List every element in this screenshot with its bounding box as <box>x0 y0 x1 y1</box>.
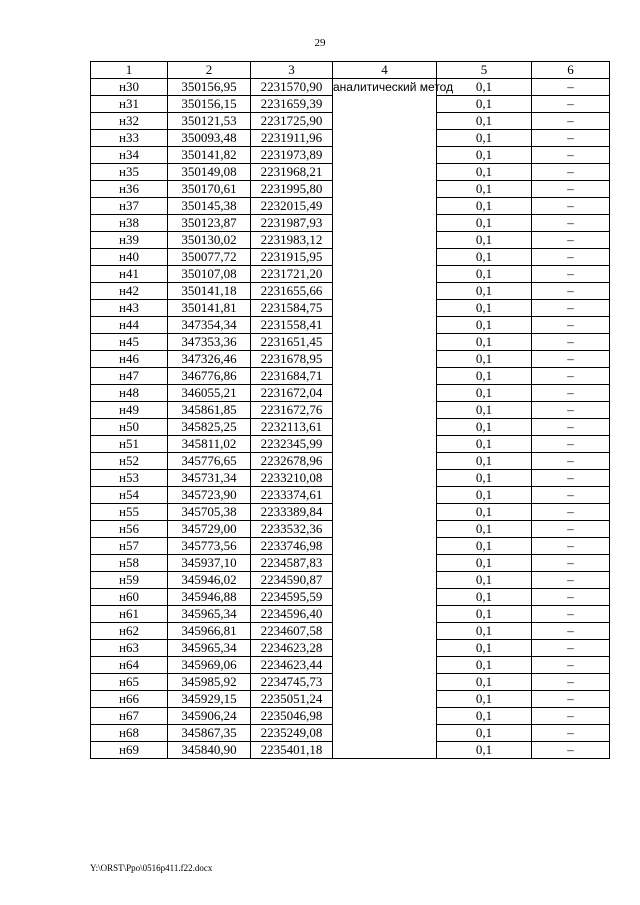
coordinate-x: 345965,34 <box>168 606 251 623</box>
col-6-value: – <box>532 79 610 96</box>
col-6-value: – <box>532 657 610 674</box>
coordinate-x: 345705,38 <box>168 504 251 521</box>
col-6-value: – <box>532 266 610 283</box>
coordinate-x: 345969,06 <box>168 657 251 674</box>
point-number: н58 <box>91 555 168 572</box>
coordinate-y: 2231968,21 <box>251 164 333 181</box>
coordinate-x: 345966,81 <box>168 623 251 640</box>
coordinate-y: 2233389,84 <box>251 504 333 521</box>
col-6-value: – <box>532 351 610 368</box>
point-number: н45 <box>91 334 168 351</box>
accuracy-value: 0,1 <box>437 674 532 691</box>
accuracy-value: 0,1 <box>437 79 532 96</box>
accuracy-value: 0,1 <box>437 249 532 266</box>
point-number: н60 <box>91 589 168 606</box>
coordinate-y: 2231911,96 <box>251 130 333 147</box>
col-6-value: – <box>532 317 610 334</box>
coordinate-y: 2234596,40 <box>251 606 333 623</box>
coordinate-x: 350130,02 <box>168 232 251 249</box>
accuracy-value: 0,1 <box>437 96 532 113</box>
accuracy-value: 0,1 <box>437 351 532 368</box>
header-col-3: 3 <box>251 62 333 79</box>
point-number: н62 <box>91 623 168 640</box>
coordinate-x: 345840,90 <box>168 742 251 759</box>
coordinate-y: 2232678,96 <box>251 453 333 470</box>
table-row <box>91 79 610 96</box>
accuracy-value: 0,1 <box>437 113 532 130</box>
accuracy-value: 0,1 <box>437 623 532 640</box>
coordinate-x: 345985,92 <box>168 674 251 691</box>
coordinate-y: 2235046,98 <box>251 708 333 725</box>
accuracy-value: 0,1 <box>437 266 532 283</box>
col-6-value: – <box>532 436 610 453</box>
col-6-value: – <box>532 368 610 385</box>
col-6-value: – <box>532 742 610 759</box>
accuracy-value: 0,1 <box>437 572 532 589</box>
coordinate-x: 350141,81 <box>168 300 251 317</box>
coordinate-y: 2234623,28 <box>251 640 333 657</box>
coordinate-y: 2231584,75 <box>251 300 333 317</box>
accuracy-value: 0,1 <box>437 708 532 725</box>
accuracy-value: 0,1 <box>437 130 532 147</box>
coordinate-y: 2231558,41 <box>251 317 333 334</box>
col-6-value: – <box>532 249 610 266</box>
accuracy-value: 0,1 <box>437 385 532 402</box>
point-number: н48 <box>91 385 168 402</box>
point-number: н36 <box>91 181 168 198</box>
col-6-value: – <box>532 470 610 487</box>
coordinate-y: 2231995,80 <box>251 181 333 198</box>
accuracy-value: 0,1 <box>437 147 532 164</box>
coordinate-y: 2232015,49 <box>251 198 333 215</box>
accuracy-value: 0,1 <box>437 657 532 674</box>
coordinate-x: 350156,15 <box>168 96 251 113</box>
point-number: н46 <box>91 351 168 368</box>
coordinate-x: 345825,25 <box>168 419 251 436</box>
coordinates-table <box>90 61 610 759</box>
point-number: н57 <box>91 538 168 555</box>
point-number: н69 <box>91 742 168 759</box>
col-6-value: – <box>532 198 610 215</box>
point-number: н52 <box>91 453 168 470</box>
page-number: 29 <box>314 37 326 49</box>
accuracy-value: 0,1 <box>437 317 532 334</box>
coordinate-y: 2234587,83 <box>251 555 333 572</box>
col-6-value: – <box>532 147 610 164</box>
col-6-value: – <box>532 334 610 351</box>
coordinate-y: 2231655,66 <box>251 283 333 300</box>
point-number: н40 <box>91 249 168 266</box>
header-col-5: 5 <box>437 62 532 79</box>
point-number: н42 <box>91 283 168 300</box>
coordinate-x: 345723,90 <box>168 487 251 504</box>
coordinate-x: 350149,08 <box>168 164 251 181</box>
coordinate-x: 345773,56 <box>168 538 251 555</box>
table-header-row <box>91 62 610 79</box>
coordinate-y: 2231721,20 <box>251 266 333 283</box>
header-col-2: 2 <box>168 62 251 79</box>
coordinate-y: 2231987,93 <box>251 215 333 232</box>
accuracy-value: 0,1 <box>437 487 532 504</box>
coordinate-y: 2234595,59 <box>251 589 333 606</box>
coordinate-y: 2232113,61 <box>251 419 333 436</box>
coordinate-y: 2232345,99 <box>251 436 333 453</box>
col-6-value: – <box>532 96 610 113</box>
point-number: н61 <box>91 606 168 623</box>
coordinate-x: 347326,46 <box>168 351 251 368</box>
accuracy-value: 0,1 <box>437 742 532 759</box>
coordinate-x: 350141,82 <box>168 147 251 164</box>
accuracy-value: 0,1 <box>437 691 532 708</box>
coordinate-y: 2231973,89 <box>251 147 333 164</box>
coordinate-y: 2234590,87 <box>251 572 333 589</box>
coordinate-x: 347354,34 <box>168 317 251 334</box>
col-6-value: – <box>532 385 610 402</box>
coordinate-y: 2234745,73 <box>251 674 333 691</box>
point-number: н31 <box>91 96 168 113</box>
point-number: н35 <box>91 164 168 181</box>
col-6-value: – <box>532 623 610 640</box>
accuracy-value: 0,1 <box>437 606 532 623</box>
col-6-value: – <box>532 232 610 249</box>
accuracy-value: 0,1 <box>437 283 532 300</box>
point-number: н53 <box>91 470 168 487</box>
coordinate-x: 345729,00 <box>168 521 251 538</box>
accuracy-value: 0,1 <box>437 589 532 606</box>
point-number: н66 <box>91 691 168 708</box>
coordinate-x: 350170,61 <box>168 181 251 198</box>
coordinate-x: 350121,53 <box>168 113 251 130</box>
accuracy-value: 0,1 <box>437 504 532 521</box>
point-number: н59 <box>91 572 168 589</box>
coordinate-y: 2231659,39 <box>251 96 333 113</box>
coordinate-y: 2231915,95 <box>251 249 333 266</box>
point-number: н39 <box>91 232 168 249</box>
point-number: н44 <box>91 317 168 334</box>
accuracy-value: 0,1 <box>437 368 532 385</box>
coordinate-y: 2234607,58 <box>251 623 333 640</box>
coordinate-x: 350107,08 <box>168 266 251 283</box>
accuracy-value: 0,1 <box>437 181 532 198</box>
coordinate-x: 350156,95 <box>168 79 251 96</box>
coordinate-y: 2234623,44 <box>251 657 333 674</box>
coordinate-x: 346776,86 <box>168 368 251 385</box>
coordinate-y: 2231651,45 <box>251 334 333 351</box>
point-number: н37 <box>91 198 168 215</box>
col-6-value: – <box>532 725 610 742</box>
point-number: н49 <box>91 402 168 419</box>
coordinate-x: 345929,15 <box>168 691 251 708</box>
col-6-value: – <box>532 538 610 555</box>
header-col-1: 1 <box>91 62 168 79</box>
coordinate-y: 2233532,36 <box>251 521 333 538</box>
point-number: н55 <box>91 504 168 521</box>
col-6-value: – <box>532 555 610 572</box>
col-6-value: – <box>532 215 610 232</box>
accuracy-value: 0,1 <box>437 640 532 657</box>
col-6-value: – <box>532 300 610 317</box>
coordinate-x: 345946,88 <box>168 589 251 606</box>
coordinate-y: 2233210,08 <box>251 470 333 487</box>
accuracy-value: 0,1 <box>437 215 532 232</box>
coordinate-y: 2235401,18 <box>251 742 333 759</box>
coordinate-y: 2231672,76 <box>251 402 333 419</box>
header-col-4: 4 <box>333 62 437 79</box>
accuracy-value: 0,1 <box>437 164 532 181</box>
accuracy-value: 0,1 <box>437 436 532 453</box>
col-6-value: – <box>532 283 610 300</box>
accuracy-value: 0,1 <box>437 725 532 742</box>
point-number: н50 <box>91 419 168 436</box>
coordinate-x: 345731,34 <box>168 470 251 487</box>
point-number: н30 <box>91 79 168 96</box>
point-number: н67 <box>91 708 168 725</box>
accuracy-value: 0,1 <box>437 521 532 538</box>
accuracy-value: 0,1 <box>437 538 532 555</box>
coordinate-x: 350093,48 <box>168 130 251 147</box>
coordinate-x: 350141,18 <box>168 283 251 300</box>
col-6-value: – <box>532 130 610 147</box>
coordinate-y: 2231672,04 <box>251 385 333 402</box>
col-6-value: – <box>532 606 610 623</box>
coordinate-x: 345776,65 <box>168 453 251 470</box>
point-number: н56 <box>91 521 168 538</box>
point-number: н64 <box>91 657 168 674</box>
coordinate-x: 345946,02 <box>168 572 251 589</box>
col-6-value: – <box>532 164 610 181</box>
accuracy-value: 0,1 <box>437 419 532 436</box>
coordinate-x: 346055,21 <box>168 385 251 402</box>
coordinate-y: 2235051,24 <box>251 691 333 708</box>
col-6-value: – <box>532 453 610 470</box>
col-6-value: – <box>532 674 610 691</box>
coordinate-x: 345965,34 <box>168 640 251 657</box>
coordinate-y: 2231983,12 <box>251 232 333 249</box>
point-number: н32 <box>91 113 168 130</box>
footer-file-path: Y:\ORST\Ppo\0516p411.f22.docx <box>90 863 213 873</box>
col-6-value: – <box>532 487 610 504</box>
col-6-value: – <box>532 640 610 657</box>
col-6-value: – <box>532 113 610 130</box>
col-6-value: – <box>532 708 610 725</box>
col-6-value: – <box>532 589 610 606</box>
coordinate-y: 2231570,90 <box>251 79 333 96</box>
accuracy-value: 0,1 <box>437 232 532 249</box>
coordinate-y: 2233746,98 <box>251 538 333 555</box>
coordinate-x: 350145,38 <box>168 198 251 215</box>
point-number: н68 <box>91 725 168 742</box>
col-6-value: – <box>532 572 610 589</box>
coordinate-x: 345861,85 <box>168 402 251 419</box>
coordinate-x: 345906,24 <box>168 708 251 725</box>
coordinate-x: 350123,87 <box>168 215 251 232</box>
coordinate-x: 350077,72 <box>168 249 251 266</box>
col-6-value: – <box>532 691 610 708</box>
accuracy-value: 0,1 <box>437 453 532 470</box>
method-cell: аналитический метод <box>333 79 437 759</box>
point-number: н65 <box>91 674 168 691</box>
coordinate-x: 347353,36 <box>168 334 251 351</box>
coordinate-y: 2231684,71 <box>251 368 333 385</box>
coordinate-x: 345937,10 <box>168 555 251 572</box>
col-6-value: – <box>532 504 610 521</box>
col-6-value: – <box>532 181 610 198</box>
table-body <box>91 79 610 759</box>
point-number: н33 <box>91 130 168 147</box>
col-6-value: – <box>532 419 610 436</box>
col-6-value: – <box>532 402 610 419</box>
accuracy-value: 0,1 <box>437 470 532 487</box>
coordinate-y: 2235249,08 <box>251 725 333 742</box>
coordinate-y: 2231678,95 <box>251 351 333 368</box>
coordinate-x: 345867,35 <box>168 725 251 742</box>
point-number: н63 <box>91 640 168 657</box>
coordinate-y: 2233374,61 <box>251 487 333 504</box>
accuracy-value: 0,1 <box>437 300 532 317</box>
header-col-6: 6 <box>532 62 610 79</box>
accuracy-value: 0,1 <box>437 402 532 419</box>
point-number: н34 <box>91 147 168 164</box>
accuracy-value: 0,1 <box>437 334 532 351</box>
point-number: н54 <box>91 487 168 504</box>
accuracy-value: 0,1 <box>437 198 532 215</box>
coordinate-x: 345811,02 <box>168 436 251 453</box>
coordinate-y: 2231725,90 <box>251 113 333 130</box>
point-number: н38 <box>91 215 168 232</box>
col-6-value: – <box>532 521 610 538</box>
point-number: н41 <box>91 266 168 283</box>
point-number: н47 <box>91 368 168 385</box>
point-number: н51 <box>91 436 168 453</box>
point-number: н43 <box>91 300 168 317</box>
accuracy-value: 0,1 <box>437 555 532 572</box>
